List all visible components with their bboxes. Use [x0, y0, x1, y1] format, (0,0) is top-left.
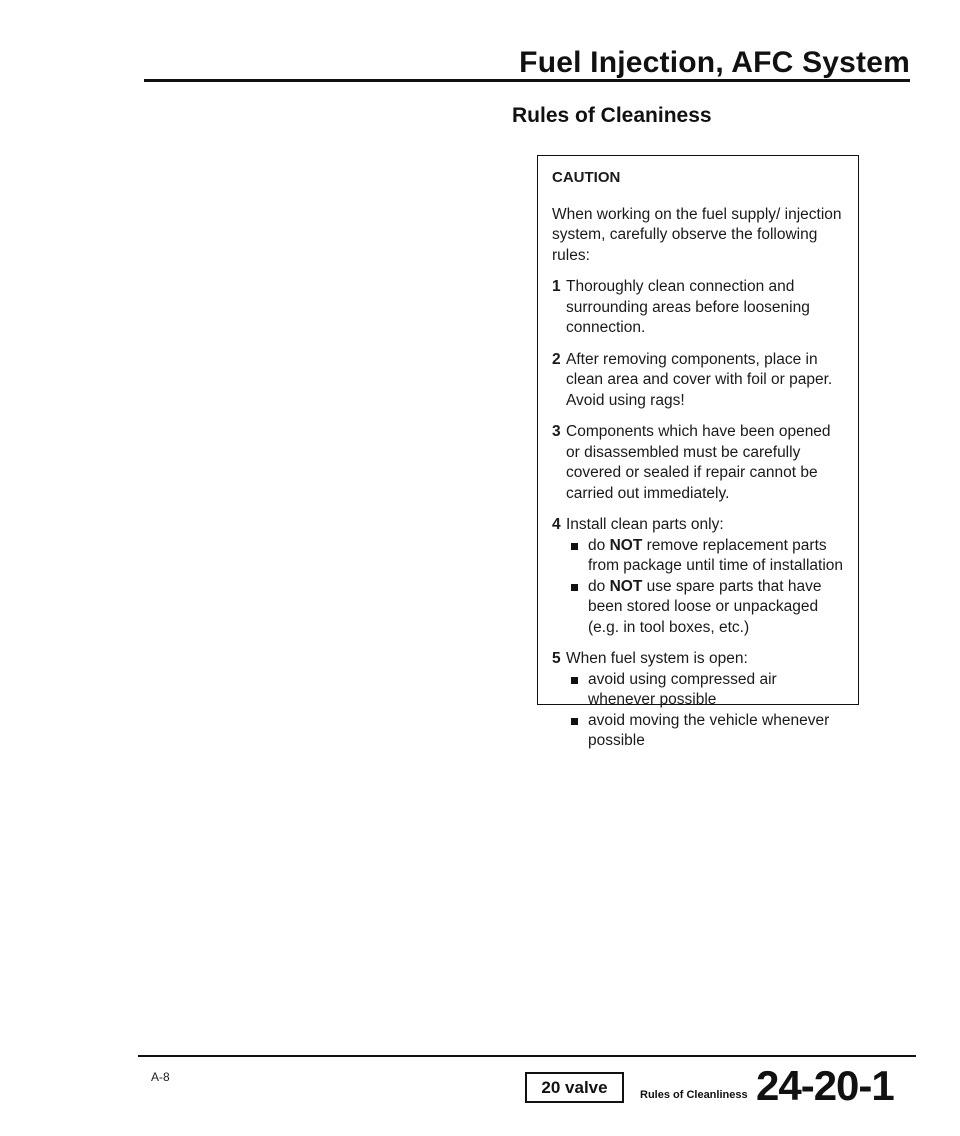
- bullet-text: do NOT remove replacement parts from package until time of installation: [588, 536, 844, 574]
- caution-intro: When working on the fuel supply/ injection system, carefully observe the following rules:: [552, 205, 842, 264]
- rule-number: 4: [552, 516, 561, 533]
- rule-number: 5: [552, 650, 561, 667]
- rule-text: When fuel system is open:: [566, 650, 748, 667]
- section-heading: Rules of Cleaniness: [512, 104, 712, 127]
- page-number: 24-20-1: [756, 1062, 894, 1109]
- caution-label: CAUTION: [552, 169, 621, 186]
- rule-text: Components which have been opened or disassembled must be carefully covered or sealed if repair cannot be carried out immediately.: [566, 423, 831, 502]
- rule-item: [552, 277, 846, 339]
- rule-item: [552, 515, 846, 638]
- rule-number: 3: [552, 423, 561, 440]
- bullet-item: [566, 536, 846, 577]
- rule-text: Thoroughly clean connection and surrounding areas before loosening connection.: [566, 278, 810, 336]
- bullet-item: [566, 670, 846, 711]
- bullet-text: avoid using compressed air whenever possible: [588, 670, 777, 708]
- bullet-icon: [571, 584, 578, 591]
- bullet-text: do NOT use spare parts that have been stored loose or unpackaged (e.g. in tool boxes, etc.): [588, 577, 822, 636]
- valve-badge: 20 valve: [525, 1072, 624, 1103]
- page-title: Fuel Injection, AFC System: [519, 46, 910, 79]
- bullet-item: [566, 711, 846, 752]
- bullet-icon: [571, 543, 578, 550]
- header-rule: [144, 79, 910, 82]
- footer-rule: [138, 1055, 916, 1057]
- rule-item: [552, 422, 846, 504]
- rule-item: [552, 649, 846, 752]
- rule-item: [552, 350, 846, 412]
- rule-text: After removing components, place in clean area and cover with foil or paper. Avoid using rags!: [566, 350, 833, 409]
- bullet-icon: [571, 677, 578, 684]
- bullet-icon: [571, 718, 578, 725]
- page-label: A-8: [151, 1070, 170, 1084]
- rule-number: 1: [552, 278, 561, 295]
- bullet-item: [566, 577, 846, 639]
- caution-box: [537, 155, 859, 749]
- footer-topic: Rules of Cleanliness: [640, 1089, 748, 1101]
- rule-text: Install clean parts only:: [566, 516, 724, 533]
- rule-number: 2: [552, 350, 561, 368]
- bullet-text: avoid moving the vehicle whenever possible: [588, 711, 830, 749]
